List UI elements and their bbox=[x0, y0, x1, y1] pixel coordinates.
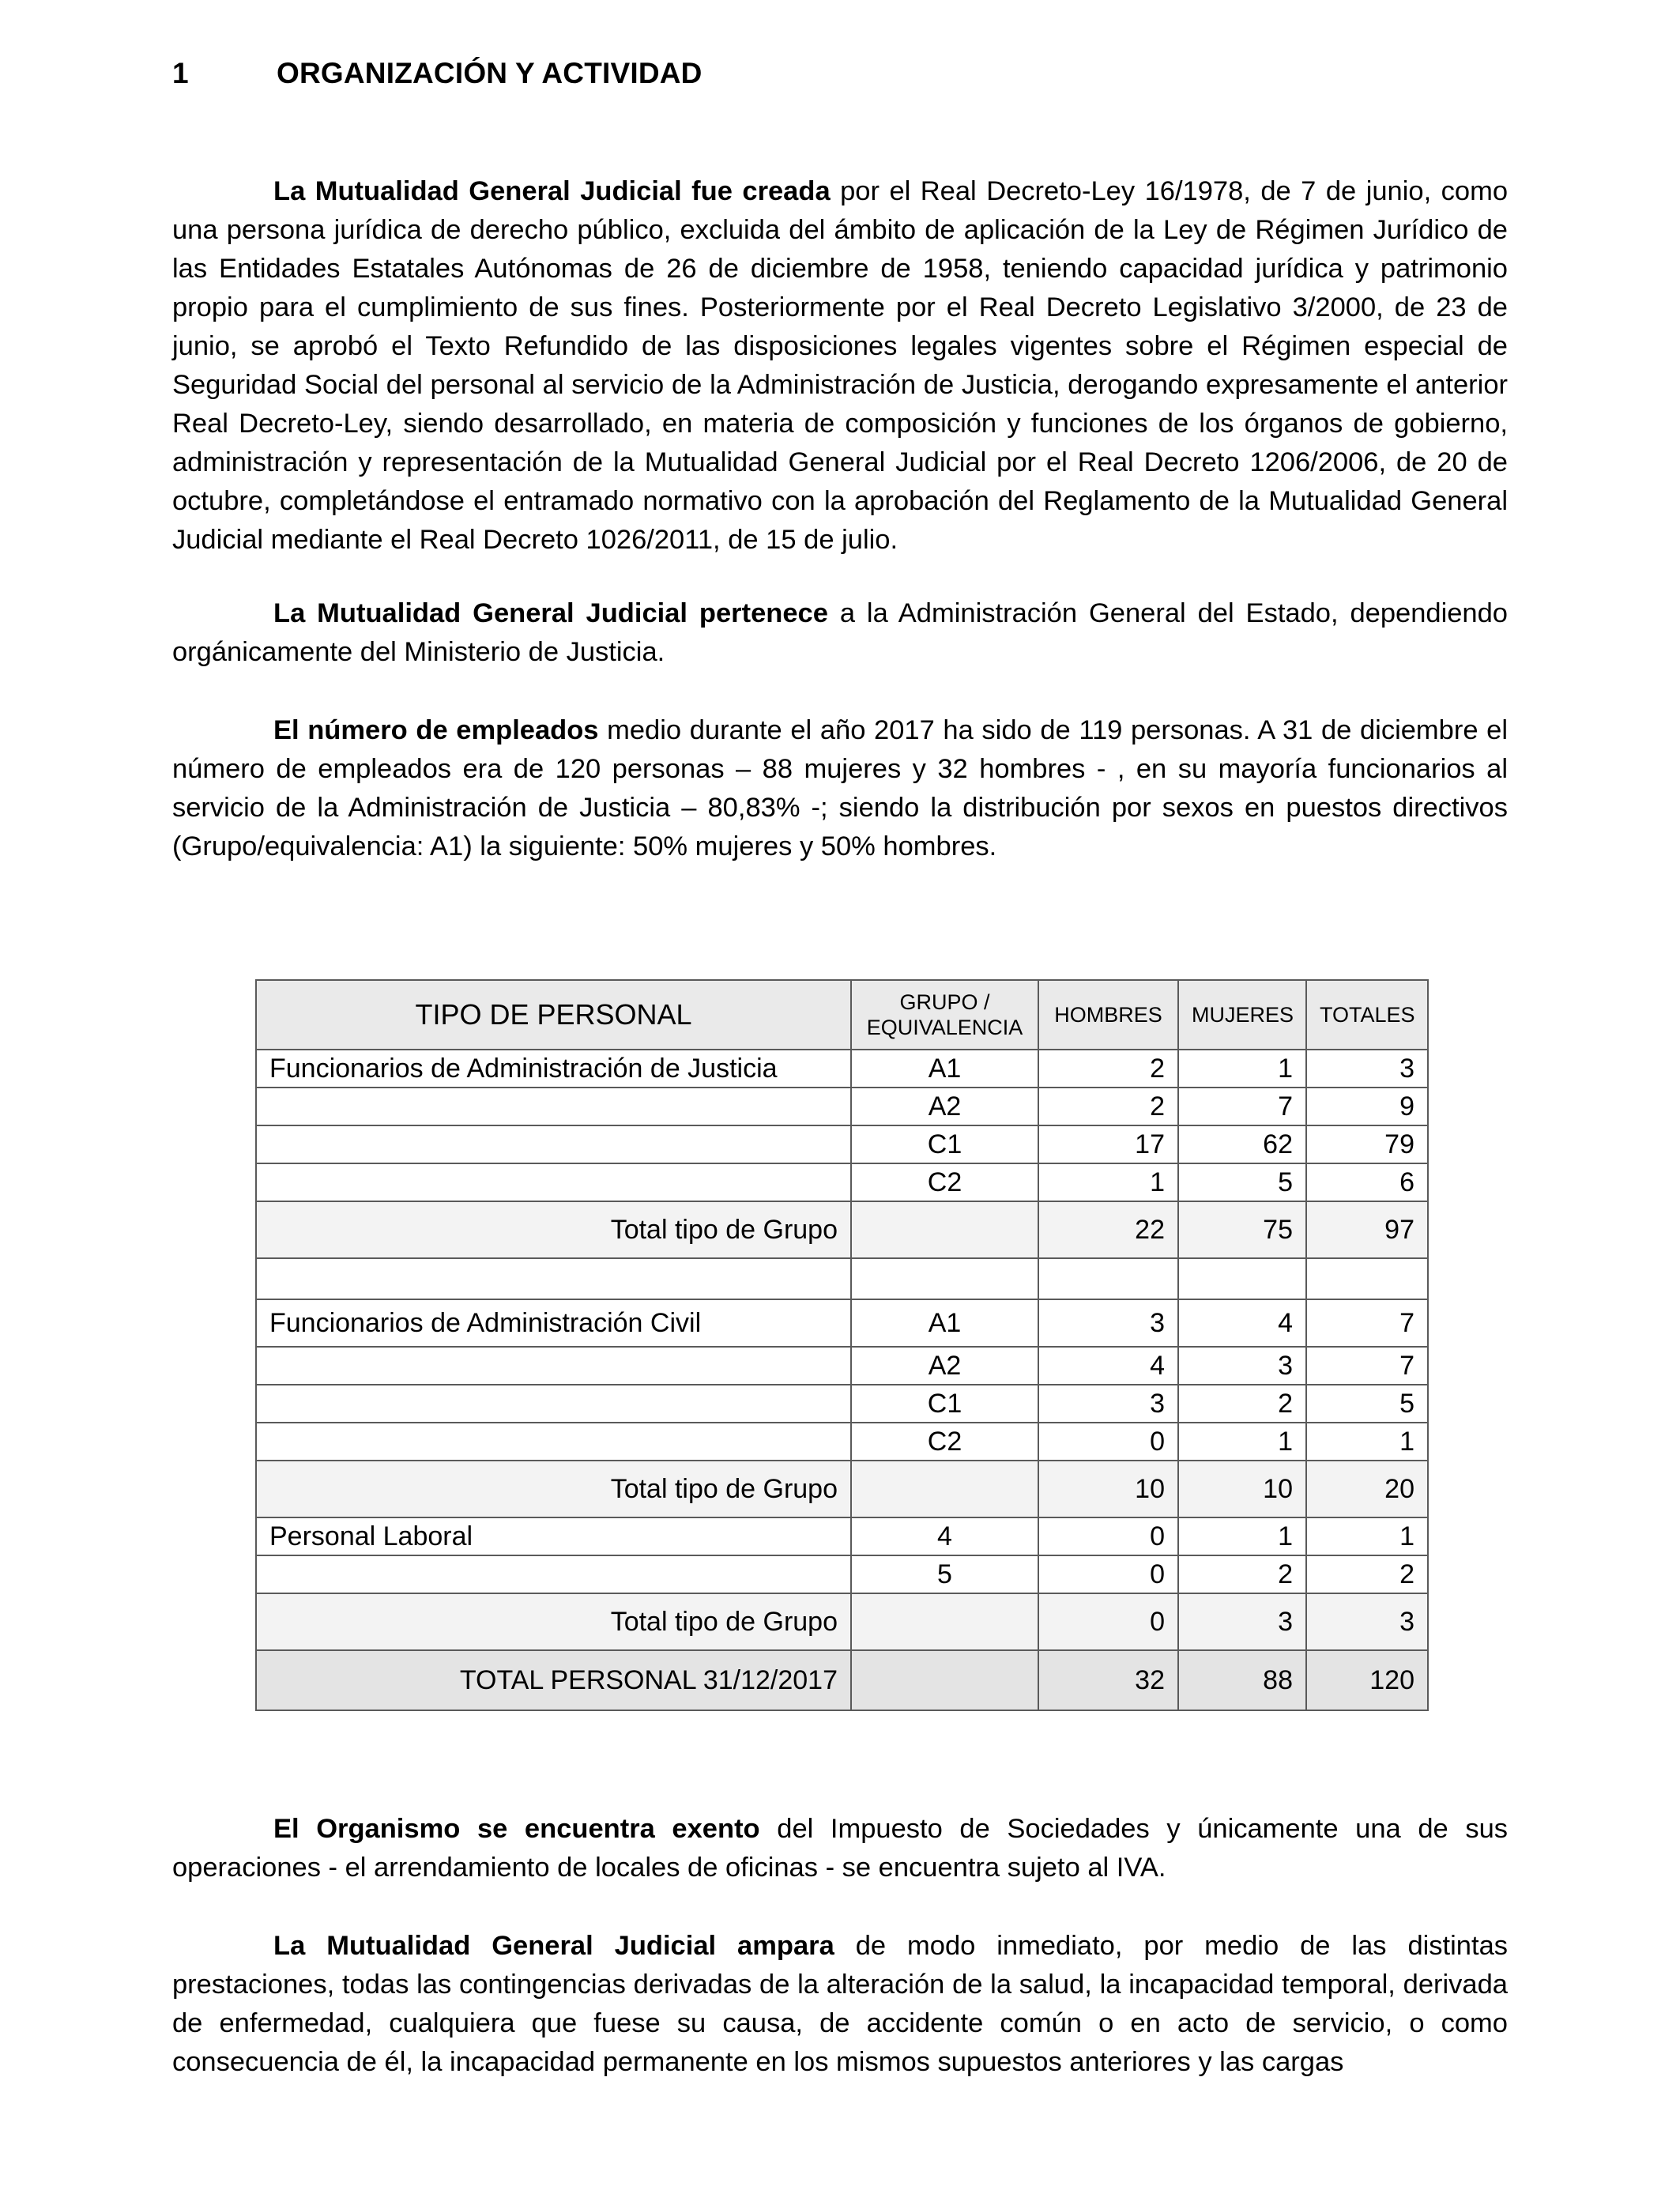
cell-hombres: 2 bbox=[1038, 1088, 1178, 1125]
cell-grupo: 5 bbox=[851, 1555, 1038, 1593]
cell-hombres: 22 bbox=[1038, 1201, 1178, 1258]
cell-mujeres: 4 bbox=[1178, 1299, 1306, 1347]
cell-grupo: C1 bbox=[851, 1125, 1038, 1163]
table-row bbox=[256, 1555, 1428, 1593]
row-label: Personal Laboral bbox=[256, 1517, 851, 1555]
table-row bbox=[256, 1125, 1428, 1163]
cell-grupo: A1 bbox=[851, 1050, 1038, 1088]
cell-grupo: 4 bbox=[851, 1517, 1038, 1555]
header-grupo: GRUPO / EQUIVALENCIA bbox=[851, 980, 1038, 1050]
cell-hombres: 32 bbox=[1038, 1650, 1178, 1710]
cell-grupo bbox=[851, 1461, 1038, 1517]
cell-totales: 3 bbox=[1306, 1050, 1428, 1088]
cell-grupo: A1 bbox=[851, 1299, 1038, 1347]
section-number: 1 bbox=[172, 57, 189, 89]
cell-hombres: 2 bbox=[1038, 1050, 1178, 1088]
table-row bbox=[256, 1163, 1428, 1201]
cell-grupo bbox=[851, 1650, 1038, 1710]
section-title: ORGANIZACIÓN Y ACTIVIDAD bbox=[277, 57, 703, 89]
paragraph-body: a la Administración General del Estado, dependiendo orgánicamente del Ministerio de Justicia. bbox=[172, 598, 1508, 667]
paragraph-tax bbox=[172, 1810, 1508, 1887]
paragraph-employees bbox=[172, 711, 1508, 866]
row-label: Funcionarios de Administración de Justicia bbox=[256, 1050, 851, 1088]
row-label bbox=[256, 1555, 851, 1593]
table-subtotal-row bbox=[256, 1201, 1428, 1258]
row-label bbox=[256, 1423, 851, 1461]
cell-totales: 1 bbox=[1306, 1423, 1428, 1461]
cell-totales: 7 bbox=[1306, 1299, 1428, 1347]
cell-mujeres: 3 bbox=[1178, 1593, 1306, 1650]
table-row bbox=[256, 1517, 1428, 1555]
cell-mujeres: 3 bbox=[1178, 1347, 1306, 1385]
cell-grupo: A2 bbox=[851, 1347, 1038, 1385]
table-spacer-row bbox=[256, 1258, 1428, 1299]
cell-mujeres: 1 bbox=[1178, 1423, 1306, 1461]
cell-mujeres: 62 bbox=[1178, 1125, 1306, 1163]
table-row bbox=[256, 1299, 1428, 1347]
cell-mujeres: 5 bbox=[1178, 1163, 1306, 1201]
table-row bbox=[256, 1347, 1428, 1385]
cell-mujeres: 7 bbox=[1178, 1088, 1306, 1125]
cell-hombres: 3 bbox=[1038, 1299, 1178, 1347]
row-label bbox=[256, 1163, 851, 1201]
cell-totales: 1 bbox=[1306, 1517, 1428, 1555]
paragraph-lead: La Mutualidad General Judicial ampara bbox=[273, 1931, 834, 1961]
cell-grupo: C2 bbox=[851, 1423, 1038, 1461]
cell-totales: 6 bbox=[1306, 1163, 1428, 1201]
cell-hombres: 0 bbox=[1038, 1517, 1178, 1555]
table-row bbox=[256, 1050, 1428, 1088]
cell-hombres: 0 bbox=[1038, 1423, 1178, 1461]
table-header-row bbox=[256, 980, 1428, 1050]
grand-total-label: TOTAL PERSONAL 31/12/2017 bbox=[256, 1650, 851, 1710]
row-label bbox=[256, 1385, 851, 1423]
cell-totales: 20 bbox=[1306, 1461, 1428, 1517]
paragraph-dependency bbox=[172, 594, 1508, 672]
cell-mujeres: 10 bbox=[1178, 1461, 1306, 1517]
cell-totales: 3 bbox=[1306, 1593, 1428, 1650]
cell-grupo: C2 bbox=[851, 1163, 1038, 1201]
cell-mujeres: 1 bbox=[1178, 1050, 1306, 1088]
paragraph-body: medio durante el año 2017 ha sido de 119 personas. A 31 de diciembre el número de empleados era de 120 personas – 88 mujeres y 32 hombres - , en su mayoría funcionarios al servicio de la Administración de Justicia – 80,83% -; siendo la distribución por sexos en puestos directivos (Grupo/equivalencia: A1) la siguiente: 50% mujeres y 50% hombres. bbox=[172, 715, 1509, 861]
paragraph-body: de modo inmediato, por medio de las distintas prestaciones, todas las contingencias derivadas de la alteración de la salud, la incapacidad temporal, derivada de enfermedad, cualquiera que fuese su causa, de accidente común o en acto de servicio, o como consecuencia de él, la incapacidad permanente en los mismos supuestos anteriores y las cargas bbox=[172, 1931, 1509, 2077]
cell-mujeres: 1 bbox=[1178, 1517, 1306, 1555]
paragraph-creation bbox=[172, 172, 1508, 560]
cell-grupo: C1 bbox=[851, 1385, 1038, 1423]
cell-hombres: 3 bbox=[1038, 1385, 1178, 1423]
cell-grupo bbox=[851, 1201, 1038, 1258]
section-heading bbox=[172, 57, 703, 90]
paragraph-lead: El número de empleados bbox=[273, 715, 599, 745]
subtotal-label: Total tipo de Grupo bbox=[256, 1593, 851, 1650]
header-hombres: HOMBRES bbox=[1038, 980, 1178, 1050]
header-mujeres: MUJERES bbox=[1178, 980, 1306, 1050]
row-label bbox=[256, 1125, 851, 1163]
cell-grupo bbox=[851, 1593, 1038, 1650]
table-subtotal-row bbox=[256, 1461, 1428, 1517]
cell-hombres: 17 bbox=[1038, 1125, 1178, 1163]
cell-hombres: 1 bbox=[1038, 1163, 1178, 1201]
cell-totales: 120 bbox=[1306, 1650, 1428, 1710]
paragraph-lead: La Mutualidad General Judicial pertenece bbox=[273, 598, 828, 628]
header-totales: TOTALES bbox=[1306, 980, 1428, 1050]
cell-mujeres: 2 bbox=[1178, 1555, 1306, 1593]
table-row bbox=[256, 1088, 1428, 1125]
staff-table bbox=[255, 979, 1429, 1711]
cell-totales: 9 bbox=[1306, 1088, 1428, 1125]
paragraph-coverage bbox=[172, 1927, 1508, 2082]
table-grand-total-row bbox=[256, 1650, 1428, 1710]
table-subtotal-row bbox=[256, 1593, 1428, 1650]
row-label: Funcionarios de Administración Civil bbox=[256, 1299, 851, 1347]
cell-totales: 7 bbox=[1306, 1347, 1428, 1385]
table-row bbox=[256, 1423, 1428, 1461]
subtotal-label: Total tipo de Grupo bbox=[256, 1201, 851, 1258]
cell-mujeres: 2 bbox=[1178, 1385, 1306, 1423]
row-label bbox=[256, 1347, 851, 1385]
cell-totales: 97 bbox=[1306, 1201, 1428, 1258]
subtotal-label: Total tipo de Grupo bbox=[256, 1461, 851, 1517]
cell-hombres: 0 bbox=[1038, 1555, 1178, 1593]
header-tipo-personal: TIPO DE PERSONAL bbox=[256, 980, 851, 1050]
paragraph-lead: La Mutualidad General Judicial fue creada bbox=[273, 176, 831, 206]
cell-hombres: 10 bbox=[1038, 1461, 1178, 1517]
cell-totales: 5 bbox=[1306, 1385, 1428, 1423]
cell-mujeres: 75 bbox=[1178, 1201, 1306, 1258]
table-row bbox=[256, 1385, 1428, 1423]
cell-hombres: 4 bbox=[1038, 1347, 1178, 1385]
cell-grupo: A2 bbox=[851, 1088, 1038, 1125]
paragraph-body: por el Real Decreto-Ley 16/1978, de 7 de junio, como una persona jurídica de derecho público, excluida del ámbito de aplicación de la Ley de Régimen Jurídico de las Entidades Estatales Autónomas de 26 de diciembre de 1958, teniendo capacidad jurídica y patrimonio propio para el cumplimiento de sus fines. Posteriormente por el Real Decreto Legislativo 3/2000, de 23 de junio, se aprobó el Texto Refundido de las disposiciones legales vigentes sobre el Régimen especial de Seguridad Social del personal al servicio de la Administración de Justicia, derogando expresamente el anterior Real Decreto-Ley, siendo desarrollado, en materia de composición y funciones de los órganos de gobierno, administración y representación de la Mutualidad General Judicial por el Real Decreto 1206/2006, de 20 de octubre, completándose el entramado normativo con la aprobación del Reglamento de la Mutualidad General Judicial mediante el Real Decreto 1026/2011, de 15 de julio. bbox=[172, 176, 1509, 555]
paragraph-lead: El Organismo se encuentra exento bbox=[273, 1814, 760, 1844]
cell-totales: 2 bbox=[1306, 1555, 1428, 1593]
row-label bbox=[256, 1088, 851, 1125]
cell-totales: 79 bbox=[1306, 1125, 1428, 1163]
cell-mujeres: 88 bbox=[1178, 1650, 1306, 1710]
cell-hombres: 0 bbox=[1038, 1593, 1178, 1650]
paragraph-body: del Impuesto de Sociedades y únicamente una de sus operaciones - el arrendamiento de locales de oficinas - se encuentra sujeto al IVA. bbox=[172, 1814, 1509, 1883]
